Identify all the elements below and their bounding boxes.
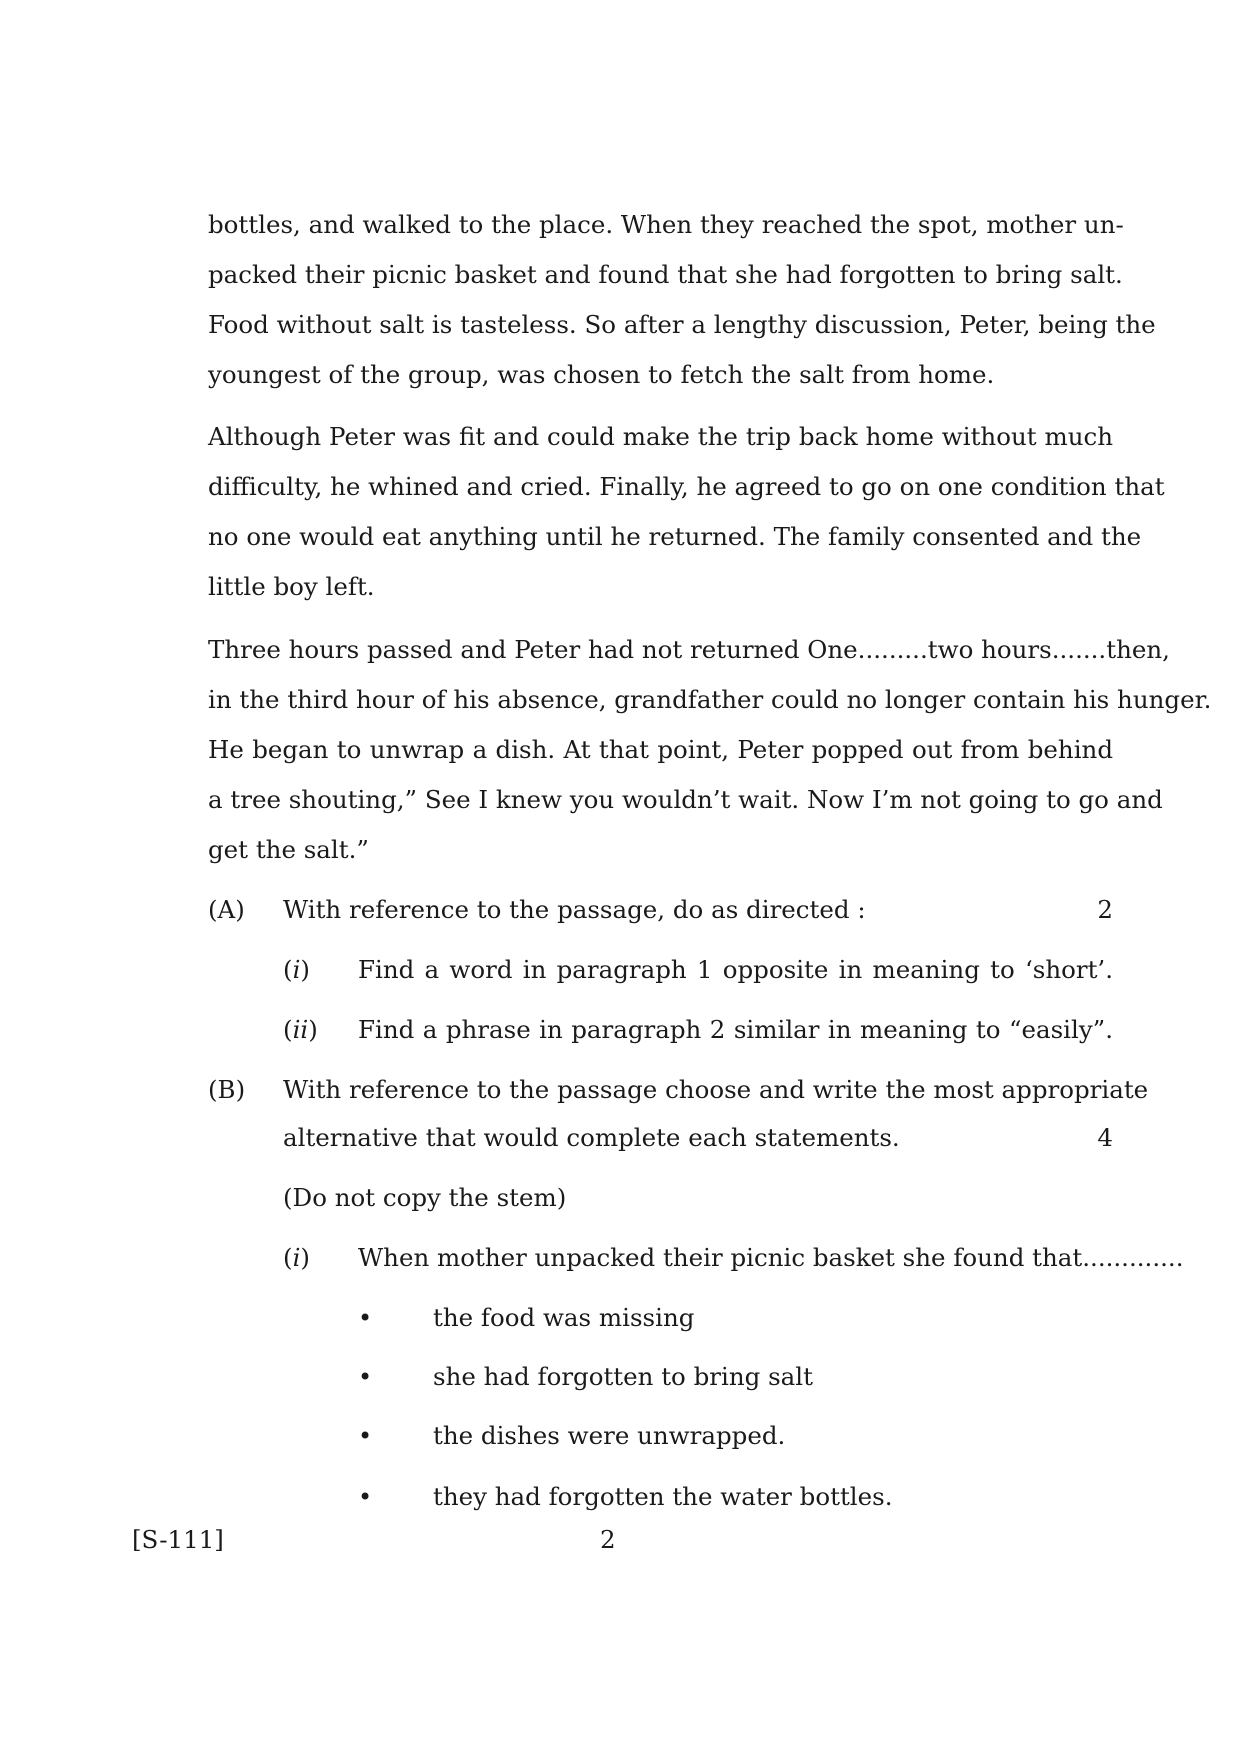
question-b-marks: 4 <box>1097 1123 1113 1152</box>
passage-line: no one would eat anything until he returned. The family consented and the <box>208 522 1142 551</box>
question-a-subpart-i-text: Find a word in paragraph 1 opposite in meaning to ‘short’. <box>358 955 1113 984</box>
option-item: she had forgotten to bring salt <box>433 1362 813 1391</box>
bullet-icon: • <box>358 1422 373 1450</box>
bullet-icon: • <box>358 1483 373 1511</box>
passage-paragraph-2 <box>208 412 1165 612</box>
question-b-label: (B) <box>208 1075 246 1104</box>
question-b-text-line-1: With reference to the passage choose and write the most appropriate <box>283 1075 1149 1104</box>
paper-code: [S-111] <box>132 1525 224 1554</box>
bullet-icon: • <box>358 1363 373 1391</box>
option-item: they had forgotten the water bottles. <box>433 1482 893 1511</box>
passage-line: Although Peter was fit and could make the trip back home without much <box>208 422 1113 451</box>
question-a-label: (A) <box>208 895 245 924</box>
passage-line: a tree shouting,” See I knew you wouldn’t wait. Now I’m not going to go and <box>208 785 1163 814</box>
option-item: the dishes were unwrapped. <box>433 1421 786 1450</box>
question-a-subpart-ii-text: Find a phrase in paragraph 2 similar in meaning to “easily”. <box>358 1015 1113 1044</box>
question-a-subpart-i-label: (i) <box>283 955 310 984</box>
question-a-text: With reference to the passage, do as directed : <box>283 895 866 924</box>
passage-line: Food without salt is tasteless. So after a lengthy discussion, Peter, being the <box>208 310 1156 339</box>
option-item: the food was missing <box>433 1303 695 1332</box>
passage-paragraph-3 <box>208 625 1212 875</box>
passage-paragraph-1 <box>208 200 1156 400</box>
passage-line: in the third hour of his absence, grandfather could no longer contain his hunger. <box>208 685 1212 714</box>
passage-line: get the salt.” <box>208 835 369 864</box>
bullet-icon: • <box>358 1304 373 1332</box>
passage-line: packed their picnic basket and found that she had forgotten to bring salt. <box>208 260 1123 289</box>
passage-line: bottles, and walked to the place. When they reached the spot, mother un- <box>208 210 1124 239</box>
passage-line: youngest of the group, was chosen to fetch the salt from home. <box>208 360 995 389</box>
page-number: 2 <box>600 1525 616 1554</box>
question-b-subpart-i-label: (i) <box>283 1243 310 1272</box>
question-a-subpart-ii-label: (ii) <box>283 1015 318 1044</box>
question-a-marks: 2 <box>1097 895 1113 924</box>
passage-line: He began to unwrap a dish. At that point, Peter popped out from behind <box>208 735 1113 764</box>
question-b-note: (Do not copy the stem) <box>283 1183 567 1212</box>
question-b-text-line-2: alternative that would complete each statements. <box>283 1123 900 1152</box>
question-b-subpart-i-text: When mother unpacked their picnic basket she found that............. <box>358 1243 1184 1272</box>
passage-line: difficulty, he whined and cried. Finally, he agreed to go on one condition that <box>208 472 1165 501</box>
passage-line: Three hours passed and Peter had not returned One.........two hours.......then, <box>208 635 1170 664</box>
passage-line: little boy left. <box>208 572 375 601</box>
